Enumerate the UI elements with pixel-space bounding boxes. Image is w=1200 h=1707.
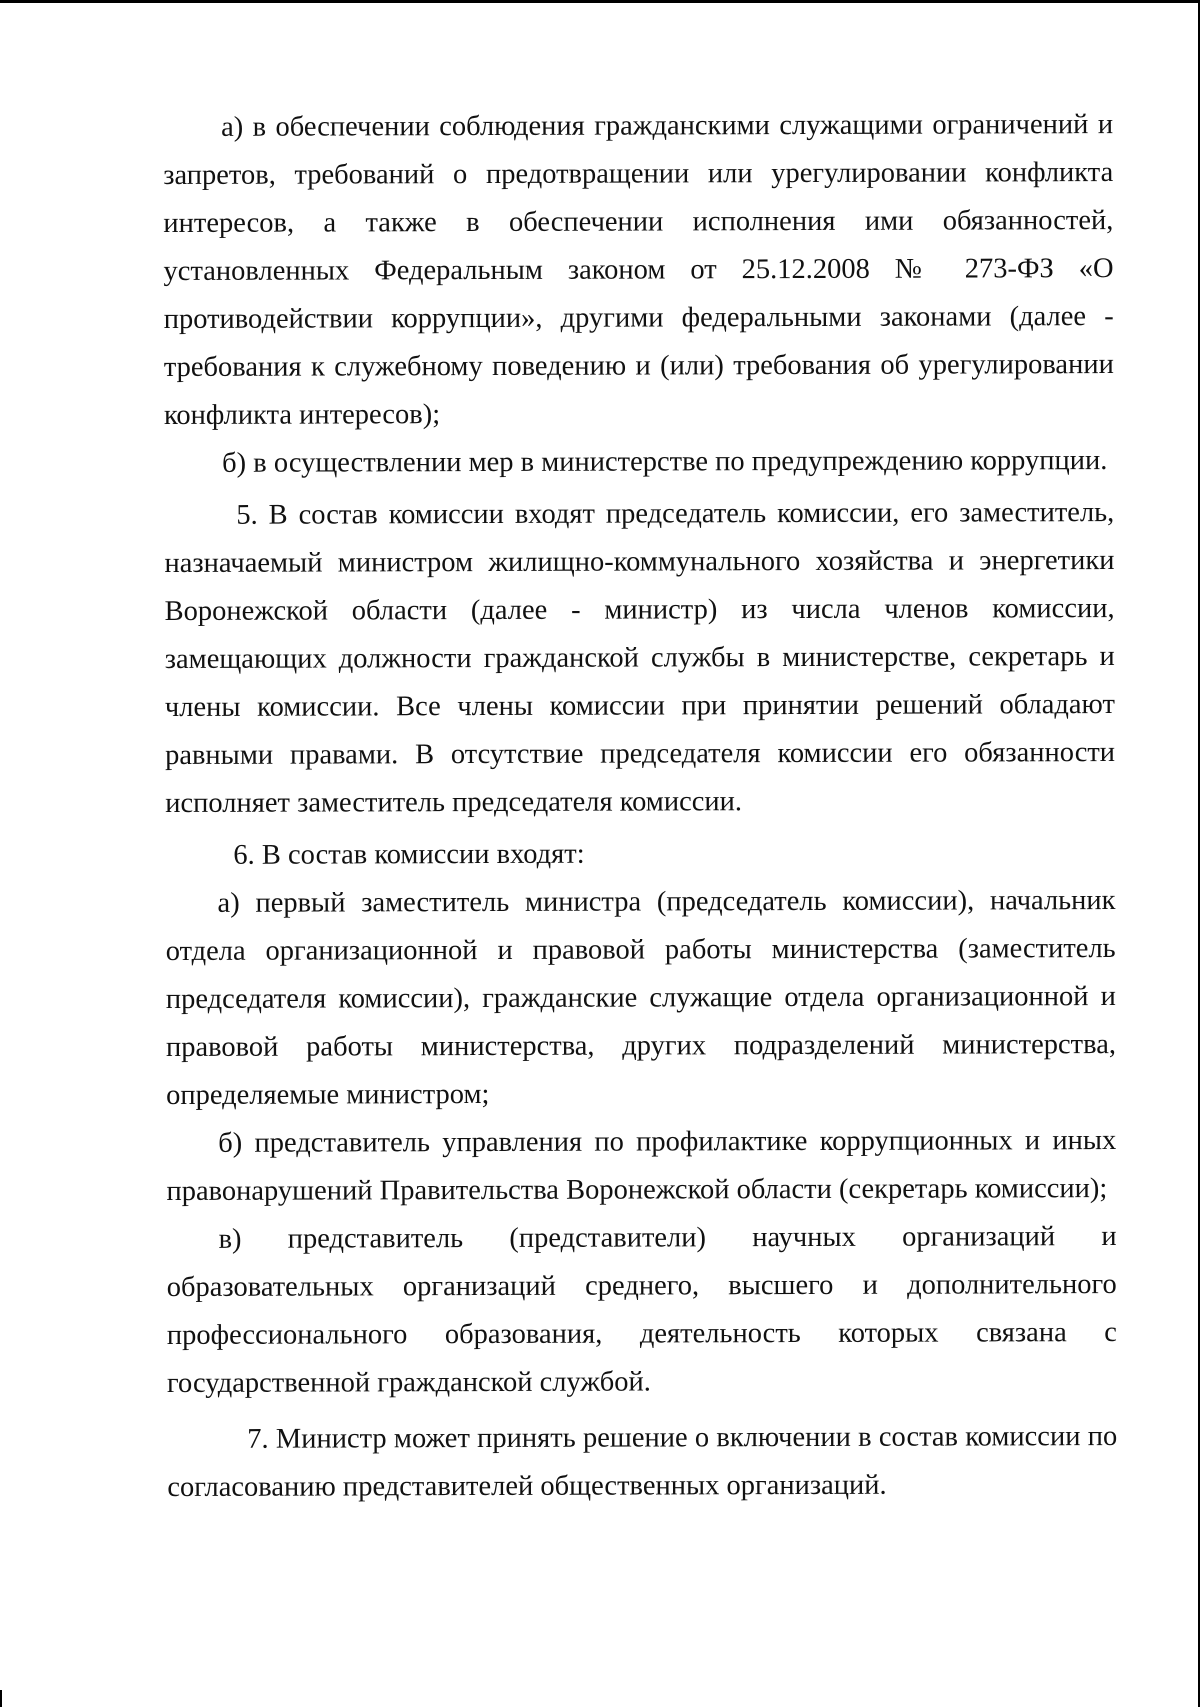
scan-edge-top [0,0,1200,3]
scan-edge-left [0,1690,2,1707]
paragraph-4a: а) в обеспечении соблюдения гражданскими служащими ограничений и запретов, требований о предотвращении или урегулировании конфликта интересов, а также в обеспечении исполнения ими обязанностей, установленных Федеральным законом от 25.12.2008 № 273-ФЗ «О противодействии коррупции», другими федеральными законами (далее - требования к служебному поведению и (или) требования об урегулировании конфликта интересов); [163,109,1114,431]
document-body [163,101,1117,1512]
paragraph-5: 5. В состав комиссии входят председатель комиссии, его заместитель, назначаемый министром жилищно-коммунального хозяйства и энергетики Воронежской области (далее - министр) из числа членов комиссии, замещающих должности гражданской службы в министерстве, секретарь и члены комиссии. Все члены комиссии при принятии решений обладают равными правами. В отсутствие председателя комиссии его обязанности исполняет заместитель председателя комиссии. [164,497,1116,819]
paragraph-6b: б) представитель управления по профилактике коррупционных и иных правонарушений Правительства Воронежской области (секретарь комиссии); [166,1125,1117,1207]
paragraph-6v: в) представитель (представители) научных организаций и образовательных организаций среднего, высшего и дополнительного профессионального образования, деятельность которых связана с государственной гражданской службой. [166,1221,1117,1399]
paragraph-4b: б) в осуществлении мер в министерстве по предупреждению коррупции. [222,445,1108,479]
paragraph-6a: а) первый заместитель министра (председатель комиссии), начальник отдела организационной и правовой работы министерства (заместитель председателя комиссии), гражданские служащие отдела организационной и правовой работы министерства, других подразделений министерства, определяемые министром; [165,885,1117,1111]
paragraph-6: 6. В состав комиссии входят: [233,838,585,871]
paragraph-7: 7. Министр может принять решение о включении в состав комиссии по согласованию представителей общественных организаций. [167,1421,1118,1503]
